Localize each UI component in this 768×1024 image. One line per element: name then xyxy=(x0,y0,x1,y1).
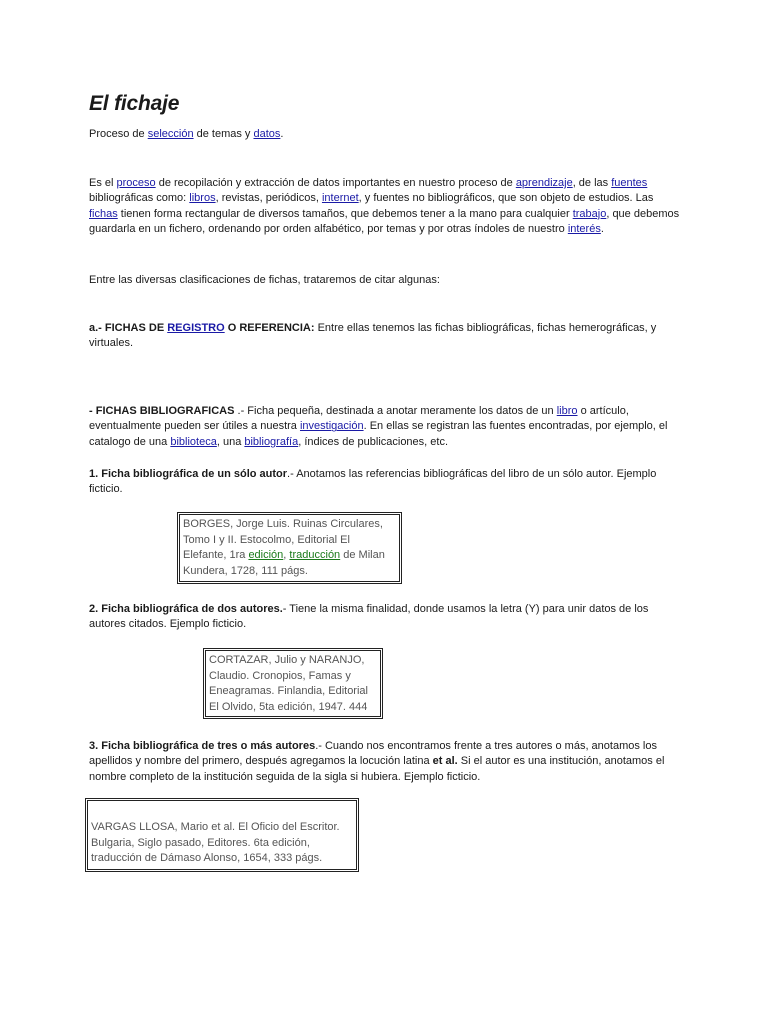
section-a-paragraph xyxy=(89,321,681,352)
link-fichas[interactable]: fichas xyxy=(89,207,118,220)
item-3-paragraph xyxy=(89,739,681,785)
body-text: .- Cuando nos encontramos frente a tres autores o más, anotamos los apellidos y nombre del primero, después agregamos la locución latina xyxy=(89,740,657,768)
example-card-3 xyxy=(85,798,359,872)
link-libro[interactable]: libro xyxy=(556,405,578,417)
fichas-bibliograficas-heading: - FICHAS BIBLIOGRAFICAS xyxy=(89,405,235,417)
body-text: . xyxy=(600,223,604,236)
body-text: .- Ficha pequeña, destinada a anotar meramente los datos de un xyxy=(234,405,557,417)
link-proceso[interactable]: proceso xyxy=(116,177,156,189)
link-traduccion[interactable]: traducción xyxy=(289,549,341,561)
section-a-heading: a.- FICHAS DE xyxy=(89,322,168,334)
body-text: Si el autor es una institución, anotamos el nombre completo de la institución seguida de la sigla si hubiera. Ejemplo ficticio. xyxy=(89,755,665,783)
link-fuentes[interactable]: fuentes xyxy=(611,177,648,189)
body-text: de recopilación y extracción de datos importantes en nuestro proceso de xyxy=(155,177,516,189)
link-internet[interactable]: internet xyxy=(321,192,359,205)
body-text: - Tiene la misma finalidad, donde usamos la letra (Y) para unir datos de los autores citados. Ejemplo ficticio. xyxy=(89,603,649,631)
body-text: , de las xyxy=(572,177,612,189)
link-biblioteca[interactable]: biblioteca xyxy=(170,435,217,448)
link-seleccion[interactable]: selección xyxy=(147,128,194,140)
intro-text: . xyxy=(280,128,284,140)
body-text: , y fuentes no bibliográficos, que son objeto de estudios. Las xyxy=(358,192,654,205)
body-text: tienen forma rectangular de diversos tamaños, que debemos tener a la mano para cualquier xyxy=(117,207,573,220)
card-text: de Milan Kundera, 1728, 111 págs. xyxy=(183,549,385,577)
card-text: VARGAS LLOSA, Mario et al. El Oficio del Escritor. Bulgaria, Siglo pasado, Editores. 6ta edición, traducción de Dámaso Alonso, 1654, 333 págs. xyxy=(91,821,340,864)
item-1-heading: 1. Ficha bibliográfica de un sólo autor xyxy=(89,468,288,480)
link-datos[interactable]: datos xyxy=(253,128,281,140)
section-a-heading: O REFERENCIA: xyxy=(224,322,315,334)
example-card-2 xyxy=(203,648,383,719)
item-2-paragraph xyxy=(89,602,681,633)
link-interes[interactable]: interés xyxy=(567,223,601,236)
link-bibliografia[interactable]: bibliografía xyxy=(244,435,299,448)
card-text: , xyxy=(283,549,290,561)
example-card-1 xyxy=(177,512,402,584)
link-edicion[interactable]: edición xyxy=(248,549,284,561)
fichas-bibliograficas-paragraph xyxy=(89,404,681,450)
body-text: Entre ellas tenemos las fichas bibliográficas, fichas hemerográficas, y virtuales. xyxy=(89,322,657,350)
classification-paragraph: Entre las diversas clasificaciones de fichas, trataremos de citar algunas: xyxy=(89,274,440,286)
body-text: , que debemos guardarla en un fichero, ordenando por orden alfabético, por temas y por otras índoles de nuestro xyxy=(89,207,680,236)
link-libros[interactable]: libros xyxy=(189,192,216,205)
body-text: , revistas, periódicos, xyxy=(215,192,322,205)
item-3-heading: 3. Ficha bibliográfica de tres o más autores xyxy=(89,740,316,752)
link-investigacion[interactable]: investigación xyxy=(299,420,364,433)
body-text: . En ellas se registran las fuentes encontradas, por ejemplo, el catalogo de una xyxy=(89,420,668,448)
body-text: , una xyxy=(216,435,245,448)
link-registro[interactable]: REGISTRO xyxy=(167,322,225,334)
definition-paragraph xyxy=(89,176,681,238)
intro-text: Proceso de xyxy=(89,128,148,140)
item-1-paragraph xyxy=(89,467,681,498)
body-text: o artículo, eventualmente pueden ser útiles a nuestra xyxy=(89,405,629,433)
body-text: , índices de publicaciones, etc. xyxy=(298,435,449,448)
card-text: BORGES, Jorge Luis. Ruinas Circulares, Tomo I y II. Estocolmo, Editorial El Elefante, 1ra xyxy=(183,518,383,561)
intro-paragraph xyxy=(89,127,681,142)
body-text: Es el xyxy=(89,177,117,189)
link-aprendizaje[interactable]: aprendizaje xyxy=(515,177,573,189)
link-trabajo[interactable]: trabajo xyxy=(572,207,607,220)
item-2-heading: 2. Ficha bibliográfica de dos autores. xyxy=(89,603,283,615)
et-al-text: et al. xyxy=(432,755,458,768)
intro-text: de temas y xyxy=(193,128,254,140)
body-text: bibliográficas como: xyxy=(89,192,190,205)
page-title: El fichaje xyxy=(89,92,180,115)
card-text: CORTAZAR, Julio y NARANJO, Claudio. Cronopios, Famas y Eneagramas. Finlandia, Editorial El Olvido, 5ta edición, 1947. 444 xyxy=(209,654,368,713)
body-text: .- Anotamos las referencias bibliográficas del libro de un sólo autor. Ejemplo ficticio. xyxy=(89,468,657,496)
